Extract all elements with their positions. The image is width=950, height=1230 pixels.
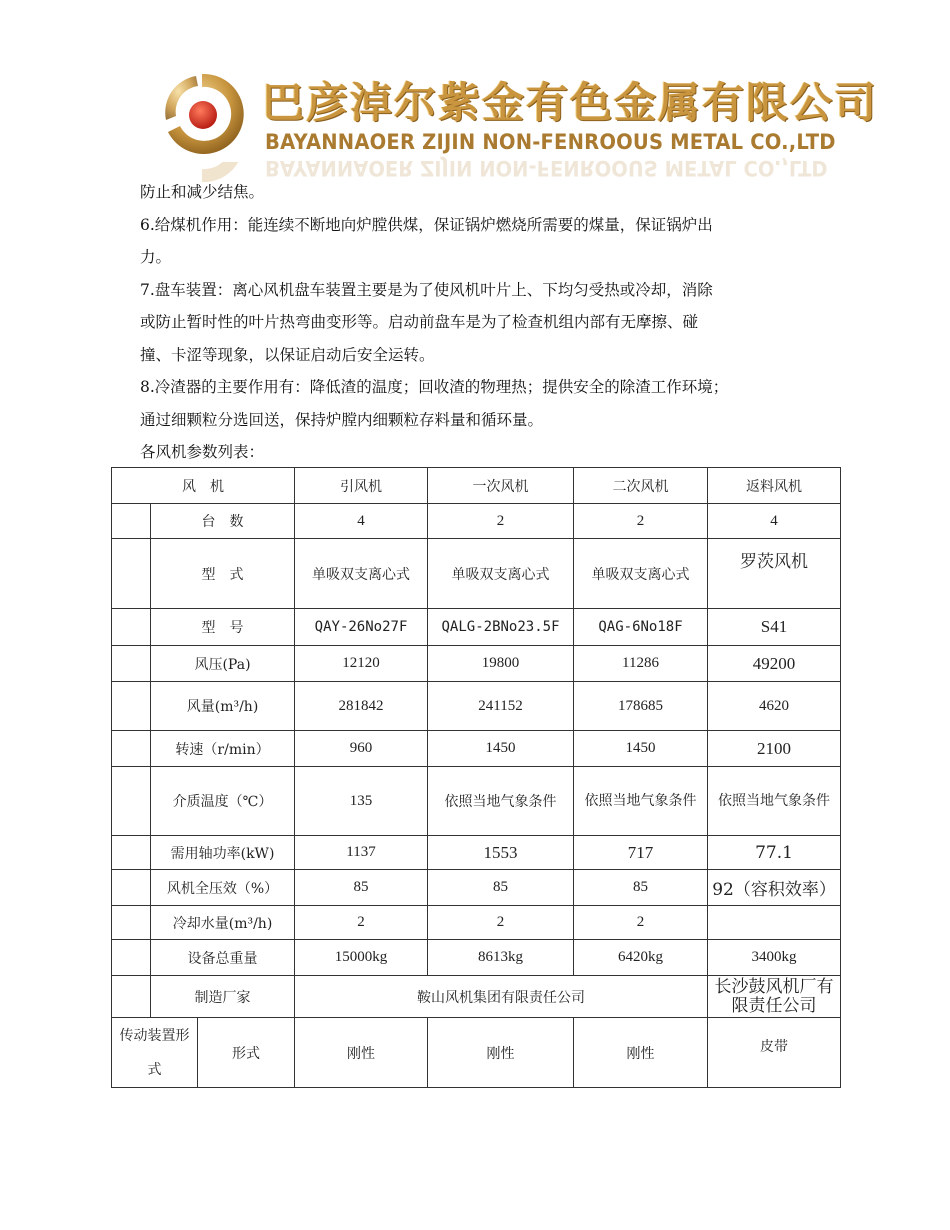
table-cell: 1553 [428,836,574,870]
body-text [140,176,840,469]
table-cell: 长沙鼓风机厂有限责任公司 [708,976,841,1018]
company-banner [150,62,910,190]
row-label: 台 数 [151,504,295,539]
table-row [112,682,841,731]
table-cell: 依照当地气象条件 [574,767,708,836]
header-cell: 返料风机 [708,468,841,504]
table-cell: QAG-6No18F [574,609,708,646]
row-label: 风机全压效（%） [151,870,295,906]
table-cell: QALG-2BNo23.5F [428,609,574,646]
row-label: 风量(m³/h) [151,682,295,731]
header-cell: 一次风机 [428,468,574,504]
table-cell: 依照当地气象条件 [428,767,574,836]
table-row [112,906,841,940]
table-row [112,646,841,682]
table-cell: 281842 [295,682,428,731]
table-cell: 3400kg [708,940,841,976]
table-cell: QAY-26No27F [295,609,428,646]
row-label: 型 式 [151,539,295,609]
table-cell: 依照当地气象条件 [708,767,841,836]
row-label: 风压(Pa) [151,646,295,682]
row-group-label: 传动装置形式 [112,1018,198,1088]
table-cell: 1137 [295,836,428,870]
table-cell: 960 [295,731,428,767]
table-cell: 6420kg [574,940,708,976]
fan-parameter-table [111,467,841,1088]
text-line: 通过细颗粒分选回送，保持炉膛内细颗粒存料量和循环量。 [140,410,544,429]
table-cell: S41 [708,609,841,646]
table-cell: 85 [295,870,428,906]
company-name-cn: 巴彦淖尔紫金有色金属有限公司 [262,78,879,127]
text-line: 防止和减少结焦。 [140,183,265,201]
table-cell: 单吸双支离心式 [574,539,708,609]
table-cell: 刚性 [295,1018,428,1088]
table-cell: 2 [574,906,708,940]
table-cell: 241152 [428,682,574,731]
table-row [112,504,841,539]
row-label: 型 号 [151,609,295,646]
table-cell: 2100 [708,731,841,767]
row-label: 形式 [198,1018,295,1088]
header-cell: 引风机 [295,468,428,504]
table-cell: 2 [574,504,708,539]
table-cell: 4 [708,504,841,539]
table-cell: 鞍山风机集团有限责任公司 [295,976,708,1018]
row-label: 制造厂家 [151,976,295,1018]
table-cell: 1450 [428,731,574,767]
header-cell: 风 机 [112,468,295,504]
table-cell: 单吸双支离心式 [428,539,574,609]
table-cell: 11286 [574,646,708,682]
header-cell: 二次风机 [574,468,708,504]
table-header-row [112,468,841,504]
table-row [112,836,841,870]
table-cell: 8613kg [428,940,574,976]
table-cell: 49200 [708,646,841,682]
row-label: 冷却水量(m³/h) [151,906,295,940]
table-row [112,609,841,646]
table-cell: 2 [428,504,574,539]
row-label: 设备总重量 [151,940,295,976]
table-cell: 12120 [295,646,428,682]
table-cell: 2 [428,906,574,940]
table-cell: 4 [295,504,428,539]
table-row [112,976,841,1018]
table-cell: 135 [295,767,428,836]
text-line: 各风机参数列表： [140,443,265,461]
table-cell: 罗茨风机 [708,539,841,609]
table-row [112,767,841,836]
table-row [112,870,841,906]
table-cell: 2 [295,906,428,940]
table-cell: 皮带 [708,1018,841,1088]
text-line: 或防止暂时性的叶片热弯曲变形等。启动前盘车是为了检查机组内部有无摩擦、碰 [140,313,699,331]
text-line: 8.冷渣器的主要作用有：降低渣的温度；回收渣的物理热；提供安全的除渣工作环境； [140,378,729,396]
table-cell: 77.1 [708,836,841,870]
table-cell: 717 [574,836,708,870]
table-cell: 4620 [708,682,841,731]
company-name-en: BAYANNAOER ZIJIN NON-FENROOUS METAL CO.,LTD [265,130,836,154]
table-cell: 92（容积效率） [708,870,841,906]
text-line: 7.盘车装置：离心风机盘车装置主要是为了使风机叶片上、下均匀受热或冷却，消除 [140,280,713,299]
row-label: 转速（r/min） [151,731,295,767]
table-cell: 85 [428,870,574,906]
table-cell [708,906,841,940]
table-cell: 15000kg [295,940,428,976]
table-cell: 单吸双支离心式 [295,539,428,609]
table-cell: 85 [574,870,708,906]
text-line: 力。 [140,248,172,266]
text-line: 6.给煤机作用：能连续不断地向炉膛供煤，保证锅炉燃烧所需要的煤量，保证锅炉出 [140,215,713,234]
company-logo [156,68,248,160]
table-cell: 刚性 [574,1018,708,1088]
row-label: 介质温度（℃） [151,767,295,836]
table-cell: 刚性 [428,1018,574,1088]
table-row [112,539,841,609]
table-cell: 19800 [428,646,574,682]
table-cell: 1450 [574,731,708,767]
company-name-en-reflection: BAYANNAOER ZIJIN NON-FENROOUS METAL CO.,LTD [265,156,828,180]
text-line: 撞、卡涩等现象，以保证启动后安全运转。 [140,345,435,364]
table-row [112,1018,841,1088]
row-label: 需用轴功率(kW) [151,836,295,870]
table-cell: 178685 [574,682,708,731]
table-row [112,940,841,976]
table-row [112,731,841,767]
